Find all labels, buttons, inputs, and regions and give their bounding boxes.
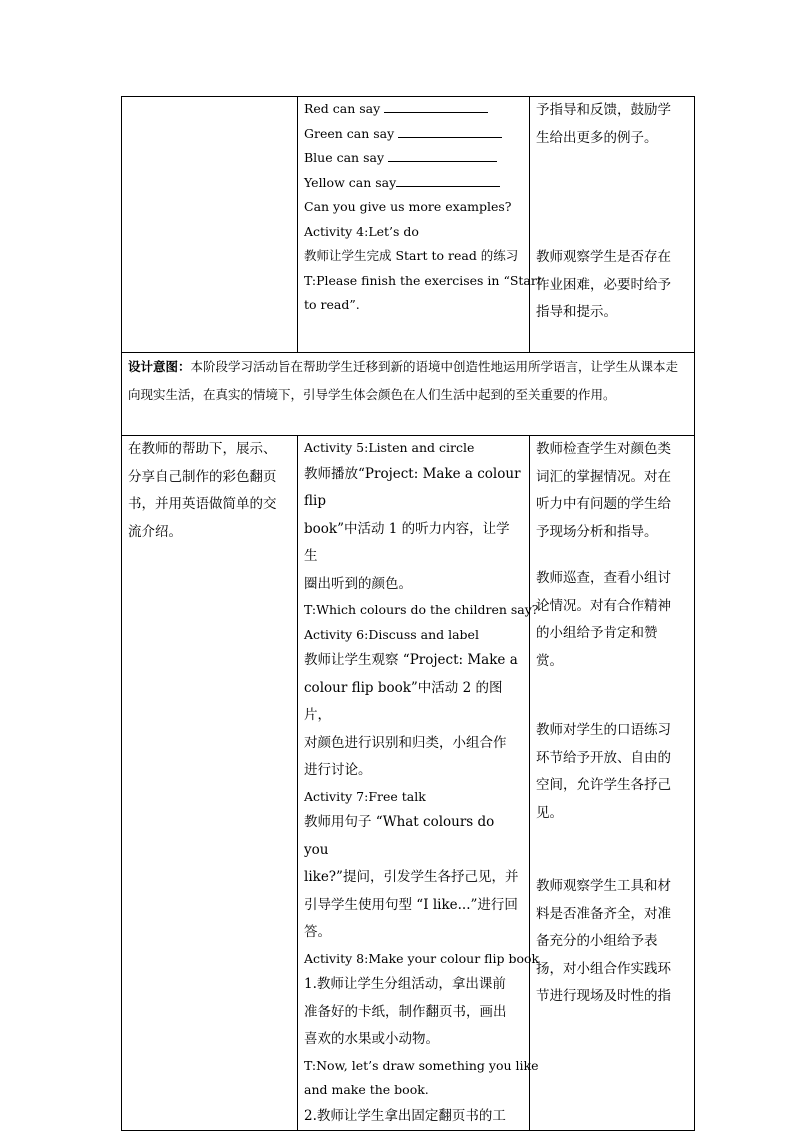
spacer [536, 827, 688, 873]
evaluation-line: 指导和提示。 [536, 304, 617, 320]
spacer [536, 546, 688, 565]
activity-line-text: Activity 4:Let’s do [304, 223, 419, 239]
evaluation-line: 予现场分析和指导。 [536, 523, 658, 540]
evaluation-line: 教师检查学生对颜色类 [536, 441, 671, 457]
activity-line: 进行讨论。 [304, 762, 372, 778]
evaluation-cell-1 [530, 97, 695, 353]
activity-line: 教师用句子 “What colours do you [304, 814, 495, 858]
evaluation-line: 词汇的掌握情况。对在 [536, 468, 671, 485]
activity-line: 教师让学生观察 “Project: Make a [304, 652, 518, 668]
activity-cell-2 [298, 436, 540, 1131]
activity-line: 教师播放“Project: Make a colour flip [304, 465, 521, 509]
activity-line [304, 195, 523, 220]
objective-line: 分享自己制作的彩色翻页 [128, 468, 277, 485]
objective-line: 书，并用英语做简单的交 [128, 496, 277, 512]
evaluation-line: 教师观察学生是否存在 [536, 249, 671, 265]
activity-line: Activity 5:Listen and circle [304, 440, 475, 455]
spacer [536, 675, 688, 717]
evaluation-line: 环节给予开放、自由的 [536, 749, 671, 766]
activity-line: 引导学生使用句型 “I like...”进行回 [304, 896, 518, 913]
evaluation-observe-text [536, 244, 688, 327]
evaluation-line: 赏。 [536, 652, 563, 669]
evaluation-line: 论情况。对有合作精神 [536, 597, 671, 614]
activity-line-text: Blue can say [304, 150, 388, 165]
evaluation-cell-2 [530, 436, 695, 1131]
activity-line [304, 220, 523, 245]
activity-line: 1.教师让学生分组活动，拿出课前 [304, 976, 506, 992]
lesson-table [121, 96, 695, 1131]
fill-in-blank [396, 174, 500, 187]
activity-line: and make the book. [304, 1082, 429, 1097]
evaluation-line: 教师巡查，查看小组讨 [536, 570, 671, 586]
spacer [536, 152, 688, 244]
objective-cell-2 [122, 436, 298, 1131]
activity-row-2 [122, 436, 695, 1131]
activity-line [304, 293, 523, 318]
evaluation-line: 生给出更多的例子。 [536, 129, 658, 146]
design-intent-label: 设计意图： [128, 359, 191, 374]
activity-line: 圈出听到的颜色。 [304, 575, 412, 592]
activity-line [304, 122, 523, 147]
activity-line-text: T:Please finish the exercises in “Start [304, 272, 542, 288]
activity-line: Activity 8:Make your colour flip book [304, 950, 540, 966]
evaluation-line: 节进行现场及时性的指 [536, 988, 671, 1004]
activity-line: T:Which colours do the children say? [304, 602, 539, 617]
evaluation-line: 见。 [536, 804, 563, 821]
activity-line [304, 97, 523, 122]
fill-in-blank [384, 100, 488, 113]
activity-line-text: Can you give us more examples? [304, 199, 512, 214]
evaluation-line: 的小组给予肯定和赞 [536, 625, 658, 641]
activity-line: 2.教师让学生拿出固定翻页书的工 [304, 1107, 506, 1124]
activity-line: T:Now, let’s draw something you like [304, 1057, 539, 1073]
evaluation-line: 空间，允许学生各抒己 [536, 777, 671, 793]
objective-cell-1 [122, 97, 298, 353]
evaluation-line: 予指导和反馈，鼓励学 [536, 102, 671, 118]
activity-row-1 [122, 97, 695, 353]
evaluation-line: 料是否准备齐全，对准 [536, 905, 671, 922]
activity-cell-1 [298, 97, 542, 353]
activity-line [304, 146, 523, 171]
activity-line: 准备好的卡纸，制作翻页书，画出 [304, 1003, 507, 1020]
design-intent-row [122, 353, 695, 436]
activity-line: 答。 [304, 924, 331, 940]
activity-line [304, 171, 523, 196]
objective-line: 流介绍。 [128, 523, 182, 540]
evaluation-line: 教师对学生的口语练习 [536, 722, 671, 738]
activity-line: 喜欢的水果或小动物。 [304, 1031, 439, 1047]
evaluation-line: 扬，对小组合作实践环 [536, 960, 671, 977]
design-intent-cell [122, 353, 695, 436]
activity-line-text: 教师让学生完成 Start to read 的练习 [304, 248, 519, 263]
evaluation-line: 备充分的小组给予表 [536, 933, 658, 949]
activity-line: book”中活动 1 的听力内容，让学生 [304, 520, 510, 564]
activity-line-text: Green can say [304, 125, 399, 141]
fill-in-blank [398, 125, 502, 138]
evaluation-line: 听力中有问题的学生给 [536, 496, 671, 512]
activity-line: Activity 7:Free talk [304, 788, 426, 804]
activity-line-text: to read”. [304, 297, 360, 312]
activity-line [304, 244, 523, 269]
objective-line: 在教师的帮助下，展示、 [128, 441, 277, 457]
activity-line-text: Yellow can say [304, 174, 397, 190]
activity-line-text: Red can say [304, 101, 385, 116]
evaluation-feedback-text [536, 97, 688, 152]
activity-line: colour flip book”中活动 2 的图片， [304, 679, 503, 723]
activity-line: 对颜色进行识别和归类，小组合作 [304, 734, 507, 751]
activity-line [304, 269, 542, 294]
evaluation-line: 作业困难，必要时给予 [536, 276, 671, 293]
design-intent-text: 本阶段学习活动旨在帮助学生迁移到新的语境中创造性地运用所学语言，让学生从课本走向现实生活，在真实的情境下，引导学生体会颜色在人们生活中起到的至关重要的作用。 [128, 359, 679, 402]
activity-line: Activity 6:Discuss and label [304, 626, 479, 642]
evaluation-line: 教师观察学生工具和材 [536, 878, 671, 894]
fill-in-blank [388, 149, 497, 162]
activity-line: like?”提问，引发学生各抒己见，并 [304, 869, 519, 885]
